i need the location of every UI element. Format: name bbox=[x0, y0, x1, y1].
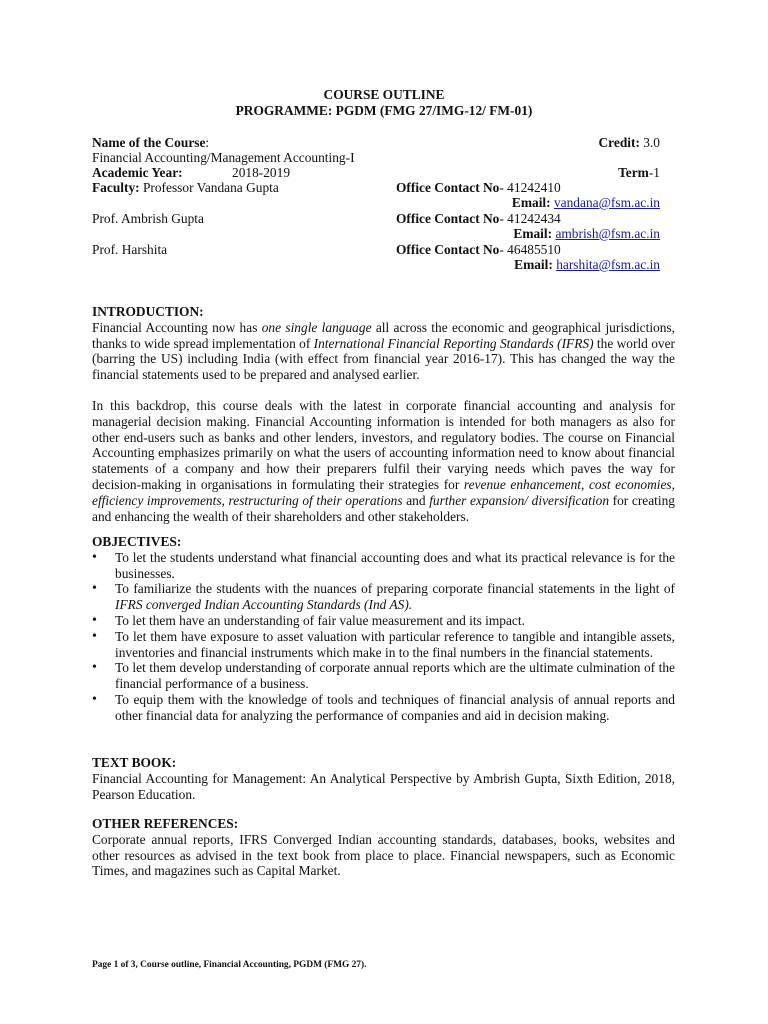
office-contact-label: Office Contact No bbox=[396, 242, 500, 257]
other-references-heading: OTHER REFERENCES: bbox=[92, 816, 239, 831]
term-value: -1 bbox=[648, 165, 660, 180]
term-label: Term bbox=[618, 165, 649, 180]
email-row bbox=[92, 257, 660, 273]
introduction-section bbox=[92, 304, 675, 524]
course-name-colon: : bbox=[205, 135, 210, 150]
introduction-heading: INTRODUCTION: bbox=[92, 304, 204, 319]
credit-label: Credit: bbox=[598, 135, 640, 150]
document-title: COURSE OUTLINE bbox=[323, 87, 445, 102]
office-contact-value: - 41242410 bbox=[499, 180, 561, 195]
text-book-section bbox=[92, 755, 675, 802]
email-label: Email: bbox=[513, 226, 553, 241]
objective-item: • To let them have exposure to asset valuation with particular reference to tangible and intangible assets, inventories and financial instruments which make in to the final numbers in the financial statements. bbox=[92, 629, 675, 661]
academic-year-value: 2018-2019 bbox=[232, 165, 291, 180]
introduction-paragraph-1: Financial Accounting now has one single language all across the economic and geographical jurisdictions, thanks to wide spread implementation of International Financial Reporting Standards (IFRS) the world over (barring the US) including India (with effect from financial year 2016-17). This has changed the way the financial statements used to be prepared and analysed earlier. bbox=[92, 319, 676, 383]
course-name-value: Financial Accounting/Management Accounting-I bbox=[92, 150, 355, 165]
office-contact-value: - 46485510 bbox=[499, 242, 561, 257]
email-row bbox=[92, 226, 660, 242]
office-contact-label: Office Contact No bbox=[396, 180, 500, 195]
objective-item: • To let the students understand what financial accounting does and what its practical relevance is for the businesses. bbox=[92, 550, 675, 582]
text-book-heading: TEXT BOOK: bbox=[92, 755, 177, 770]
email-link[interactable]: vandana@fsm.ac.in bbox=[553, 195, 660, 210]
academic-year-row bbox=[92, 165, 660, 181]
objective-item: • To familiarize the students with the nuances of preparing corporate financial statements in the light of IFRS converged Indian Accounting Standards (Ind AS). bbox=[92, 581, 675, 613]
faculty-row bbox=[92, 242, 660, 258]
email-label: Email: bbox=[514, 257, 553, 272]
course-name-value-row bbox=[92, 150, 660, 166]
page-footer: Page 1 of 3, Course outline, Financial Accounting, PGDM (FMG 27). bbox=[92, 960, 367, 970]
email-row bbox=[92, 195, 660, 211]
academic-year-label: Academic Year: bbox=[92, 165, 183, 180]
programme-title: PROGRAMME: PGDM (FMG 27/IMG-12/ FM-01) bbox=[235, 103, 533, 118]
objective-item: • To equip them with the knowledge of tools and techniques of financial analysis of annual reports and other financial data for analyzing the performance of companies and aid in decision making. bbox=[92, 692, 675, 724]
office-contact-label: Office Contact No bbox=[396, 211, 500, 226]
objectives-section bbox=[92, 534, 675, 724]
email-link[interactable]: ambrish@fsm.ac.in bbox=[555, 226, 660, 241]
faculty-name: Prof. Harshita bbox=[92, 242, 168, 257]
faculty-label: Faculty: bbox=[92, 180, 140, 195]
other-references-body: Corporate annual reports, IFRS Converged Indian accounting standards, databases, books, websites and other resources as advised in the text book from place to place. Financial newspapers, such as Economic Times, and magazines such as Capital Market. bbox=[92, 831, 675, 879]
credit-value: 3.0 bbox=[639, 135, 660, 150]
objectives-list bbox=[92, 550, 675, 724]
text-book-body: Financial Accounting for Management: An Analytical Perspective by Ambrish Gupta, Sixth Edition, 2018, Pearson Education. bbox=[92, 770, 675, 802]
introduction-paragraph-2: In this backdrop, this course deals with the latest in corporate financial accounting and analysis for managerial decision making. Financial Accounting information is intended for both managers as also for other end-users such as banks and other lenders, investors, and regulatory bodies. The course on Financial Accounting emphasizes primarily on what the users of accounting information need to know about financial statements of a company and how their preparers fulfil their varying needs which paves the way for decision-making in organisations in formulating their strategies for revenue enhancement, cost economies, efficiency improvements, restructuring of their operations and further expansion/ diversification for creating and enhancing the wealth of their shareholders and other stakeholders. bbox=[92, 397, 676, 524]
course-name-label: Name of the Course bbox=[92, 135, 206, 150]
other-references-section bbox=[92, 816, 675, 879]
faculty-name: Prof. Ambrish Gupta bbox=[92, 211, 204, 226]
faculty-name: Professor Vandana Gupta bbox=[139, 180, 279, 195]
faculty-row bbox=[92, 211, 660, 227]
email-link[interactable]: harshita@fsm.ac.in bbox=[556, 257, 660, 272]
faculty-row bbox=[92, 180, 660, 196]
office-contact-value: - 41242434 bbox=[499, 211, 561, 226]
email-label: Email: bbox=[511, 195, 551, 210]
course-name-row bbox=[92, 135, 660, 151]
objective-item: • To let them have an understanding of fair value measurement and its impact. bbox=[92, 613, 675, 629]
objective-item: • To let them develop understanding of corporate annual reports which are the ultimate culmination of the financial performance of a business. bbox=[92, 660, 675, 692]
objectives-heading: OBJECTIVES: bbox=[92, 534, 182, 549]
